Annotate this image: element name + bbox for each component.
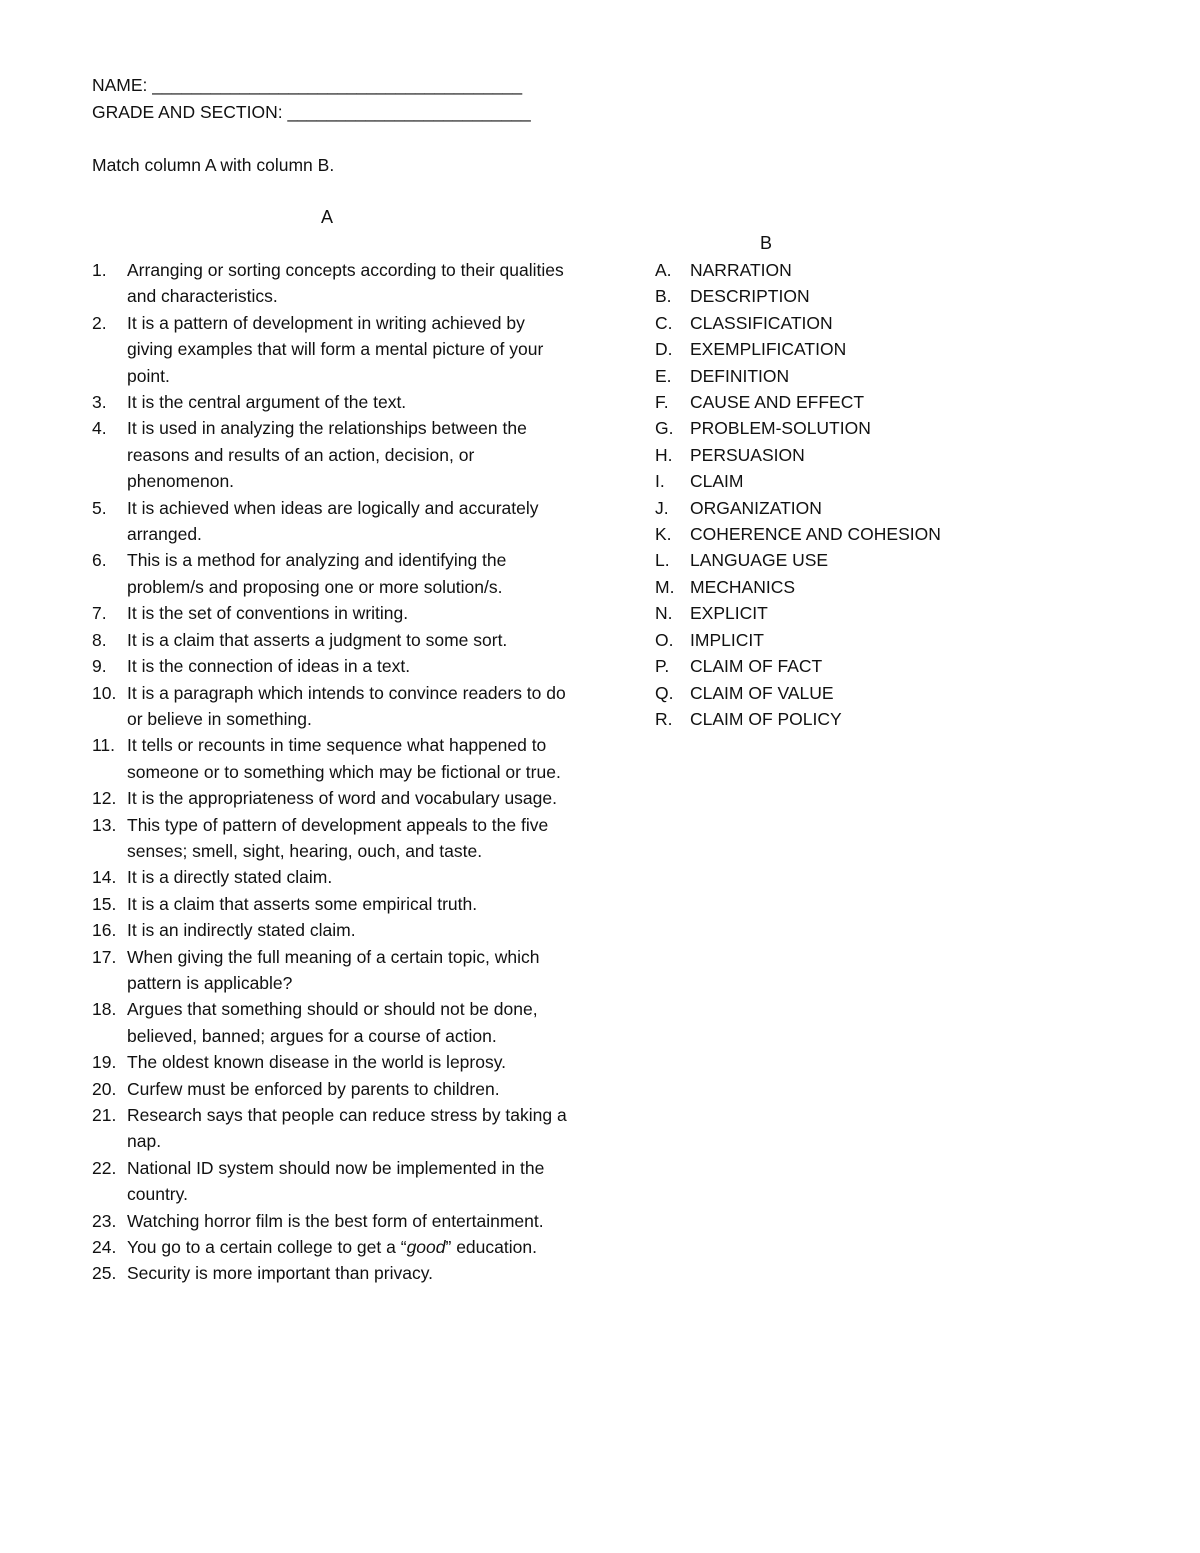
- item-number: 4.: [92, 418, 107, 439]
- choice-letter: M.: [655, 576, 675, 597]
- item-text: Argues that something should or should not be done, believed, banned; argues for a course of action.: [127, 999, 538, 1046]
- item-text: The oldest known disease in the world is leprosy.: [127, 1052, 507, 1073]
- choice-text: CLAIM OF FACT: [690, 656, 823, 677]
- item-number: 1.: [92, 260, 107, 280]
- item-text: When giving the full meaning of a certain topic, which pattern is applicable?: [127, 946, 540, 993]
- choice-text: CLASSIFICATION: [690, 312, 833, 333]
- choice-item: [655, 283, 1055, 309]
- list-item: [92, 1208, 572, 1234]
- item-text: It is an indirectly stated claim.: [127, 920, 356, 941]
- choice-text: ORGANIZATION: [690, 497, 822, 518]
- choice-item: [655, 363, 1055, 389]
- item-number: 11.: [92, 735, 116, 756]
- list-item: [92, 653, 572, 679]
- choice-text: COHERENCE AND COHESION: [690, 524, 941, 545]
- instructions: Match column A with column B.: [92, 155, 335, 175]
- choice-text: PERSUASION: [690, 444, 805, 465]
- choice-item: [655, 495, 1055, 521]
- choice-letter: E.: [655, 365, 672, 386]
- choice-letter: F.: [655, 392, 669, 413]
- choice-item: [655, 653, 1055, 679]
- choice-text: CAUSE AND EFFECT: [690, 392, 865, 413]
- item-text: It is used in analyzing the relationships between the reasons and results of an action, decision, or phenomenon.: [127, 418, 527, 492]
- list-item: [92, 415, 572, 494]
- choice-letter: P.: [655, 656, 670, 677]
- list-item: [92, 917, 572, 943]
- item-number: 20.: [92, 1078, 117, 1099]
- item-number: 13.: [92, 814, 117, 835]
- choice-letter: R.: [655, 708, 673, 729]
- choice-item: [655, 574, 1055, 600]
- item-number: 12.: [92, 788, 117, 809]
- choice-letter: H.: [655, 444, 673, 465]
- grade-section-line: GRADE AND SECTION: _________________________: [92, 102, 531, 122]
- choice-text: EXEMPLIFICATION: [690, 339, 847, 360]
- list-item: [92, 732, 572, 785]
- list-item: [92, 547, 572, 600]
- item-text: It is the central argument of the text.: [127, 392, 407, 413]
- item-number: 2.: [92, 312, 107, 333]
- item-number: 7.: [92, 603, 107, 624]
- choice-item: [655, 310, 1055, 336]
- list-item: [92, 1102, 572, 1155]
- item-text-start: You go to a certain college to get a “: [127, 1237, 407, 1258]
- item-text: It is the appropriateness of word and vocabulary usage.: [127, 788, 557, 809]
- item-text: [127, 1234, 572, 1260]
- item-text: It is a paragraph which intends to convince readers to do or believe in something.: [127, 682, 566, 729]
- choice-item: [655, 627, 1055, 653]
- item-number: 5.: [92, 497, 107, 518]
- choice-letter: A.: [655, 260, 672, 280]
- column-a-heading: A: [321, 207, 334, 227]
- list-item: [92, 389, 572, 415]
- item-number: 8.: [92, 629, 107, 650]
- choice-letter: L.: [655, 550, 670, 571]
- item-text: It is a claim that asserts a judgment to some sort.: [127, 629, 508, 650]
- choice-letter: O.: [655, 629, 674, 650]
- column-b-list: [655, 257, 1055, 732]
- item-text: This type of pattern of development appeals to the five senses; smell, sight, hearing, ouch, and taste.: [127, 814, 549, 861]
- item-number: 25.: [92, 1263, 117, 1284]
- item-number: 19.: [92, 1052, 117, 1073]
- item-number: 17.: [92, 946, 117, 967]
- item-text: It is a claim that asserts some empirical truth.: [127, 893, 478, 914]
- item-number: 9.: [92, 656, 107, 677]
- item-text: This is a method for analyzing and identifying the problem/s and proposing one or more solution/s.: [127, 550, 507, 597]
- choice-item: [655, 706, 1055, 732]
- choice-letter: B.: [655, 286, 672, 307]
- item-text: Watching horror film is the best form of entertainment.: [127, 1210, 544, 1231]
- item-number: 6.: [92, 550, 107, 571]
- list-item: [92, 310, 572, 389]
- choice-text: DEFINITION: [690, 365, 790, 386]
- choice-item: [655, 468, 1055, 494]
- list-item: [92, 944, 572, 997]
- column-b-heading: B: [760, 233, 773, 253]
- choice-text: LANGUAGE USE: [690, 550, 829, 571]
- item-text: It is achieved when ideas are logically and accurately arranged.: [127, 497, 539, 545]
- choice-letter: I.: [655, 471, 665, 492]
- item-number: 21.: [92, 1105, 117, 1125]
- item-text: Security is more important than privacy.: [127, 1263, 434, 1284]
- choice-item: [655, 257, 1055, 283]
- list-item: [92, 1234, 572, 1260]
- choice-text: NARRATION: [690, 260, 792, 280]
- item-number: 15.: [92, 893, 117, 914]
- choice-letter: J.: [655, 497, 669, 518]
- choice-item: [655, 389, 1055, 415]
- item-text: It is the connection of ideas in a text.: [127, 656, 411, 677]
- list-item: [92, 627, 572, 653]
- item-number: 3.: [92, 392, 107, 413]
- item-text-end: ” education.: [445, 1237, 537, 1258]
- list-item: [92, 495, 572, 548]
- choice-text: EXPLICIT: [690, 603, 768, 624]
- item-text: Curfew must be enforced by parents to children.: [127, 1078, 500, 1099]
- list-item: [92, 1155, 572, 1208]
- list-item: [92, 996, 572, 1049]
- choice-item: [655, 521, 1055, 547]
- list-item: [92, 600, 572, 626]
- item-text: National ID system should now be implemented in the country.: [127, 1157, 545, 1205]
- item-text: It is the set of conventions in writing.: [127, 603, 409, 624]
- choice-letter: Q.: [655, 682, 674, 703]
- choice-item: [655, 442, 1055, 468]
- item-number: 23.: [92, 1210, 117, 1231]
- choice-item: [655, 336, 1055, 362]
- choice-text: CLAIM: [690, 471, 744, 492]
- list-item: [92, 680, 572, 733]
- item-number: 14.: [92, 867, 117, 888]
- list-item: [92, 257, 572, 310]
- item-text: Research says that people can reduce stress by taking a nap.: [127, 1105, 567, 1152]
- name-line: NAME: ______________________________________: [92, 75, 523, 95]
- choice-item: [655, 680, 1055, 706]
- choice-text: PROBLEM-SOLUTION: [690, 418, 871, 439]
- list-item: [92, 812, 572, 865]
- item-number: 24.: [92, 1237, 117, 1258]
- item-number: 22.: [92, 1157, 117, 1178]
- list-item: [92, 1260, 572, 1286]
- list-item: [92, 1049, 572, 1075]
- item-text-italic: good: [406, 1237, 446, 1258]
- item-number: 18.: [92, 999, 117, 1020]
- choice-letter: N.: [655, 603, 673, 624]
- list-item: [92, 1076, 572, 1102]
- choice-text: IMPLICIT: [690, 629, 764, 650]
- choice-letter: G.: [655, 418, 674, 439]
- choice-letter: C.: [655, 312, 673, 333]
- choice-text: CLAIM OF VALUE: [690, 682, 834, 703]
- list-item: [92, 864, 572, 890]
- item-text: Arranging or sorting concepts according to their qualities and characteristics.: [127, 260, 564, 307]
- item-number: 10.: [92, 682, 117, 703]
- choice-item: [655, 600, 1055, 626]
- list-item: [92, 785, 572, 811]
- item-number: 16.: [92, 920, 117, 941]
- choice-letter: K.: [655, 524, 672, 545]
- list-item: [92, 891, 572, 917]
- choice-text: CLAIM OF POLICY: [690, 708, 842, 729]
- choice-letter: D.: [655, 339, 673, 360]
- choice-text: DESCRIPTION: [690, 286, 810, 307]
- item-text: It is a pattern of development in writing achieved by giving examples that will form a mental picture of your point.: [127, 312, 544, 386]
- choice-item: [655, 415, 1055, 441]
- choice-text: MECHANICS: [690, 576, 796, 597]
- column-a-list: [92, 257, 572, 1287]
- item-text: It is a directly stated claim.: [127, 867, 333, 888]
- item-text: It tells or recounts in time sequence what happened to someone or to something which may be fictional or true.: [127, 735, 561, 782]
- choice-item: [655, 547, 1055, 573]
